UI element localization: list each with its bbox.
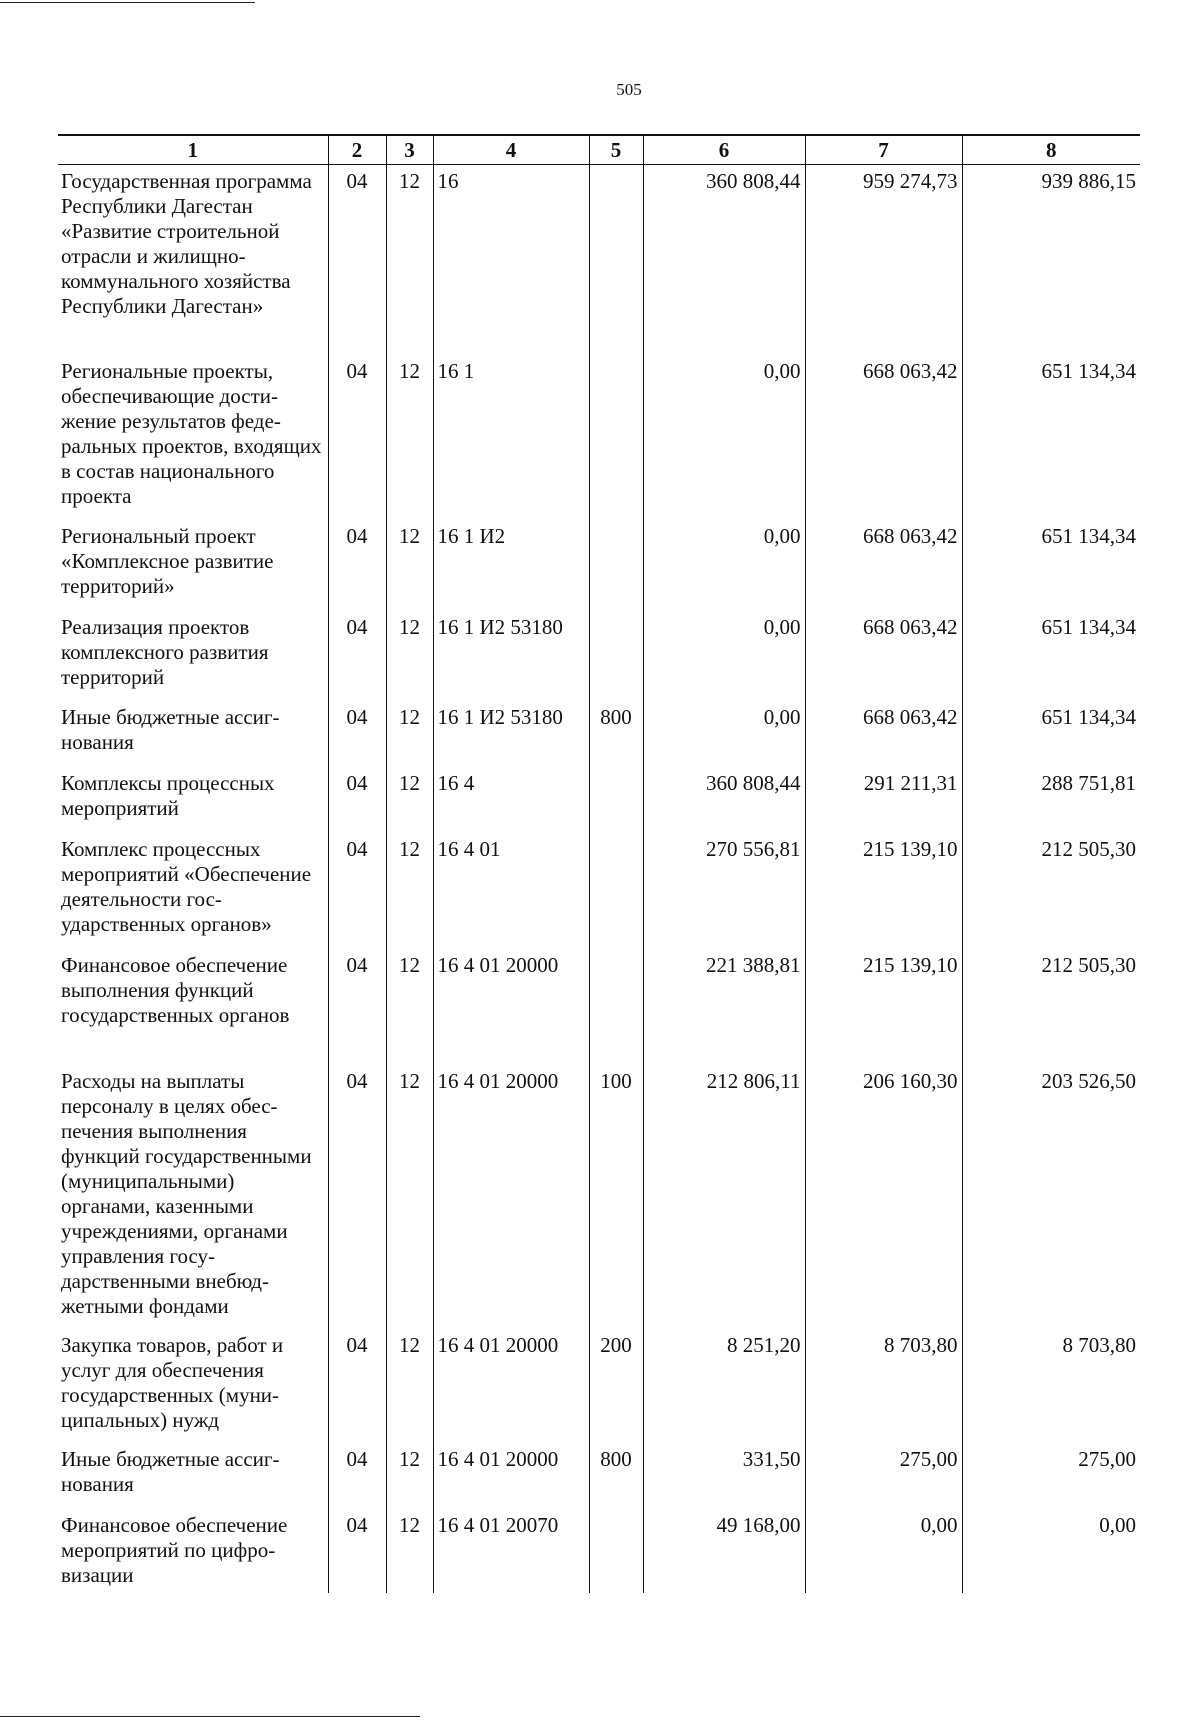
table-row <box>58 1329 1140 1443</box>
row-expense-type <box>589 611 643 701</box>
table-row <box>58 1065 1140 1329</box>
row-target-article: 16 1 <box>433 355 589 520</box>
row-amount-6: 0,00 <box>643 611 805 701</box>
table-row <box>58 833 1140 949</box>
row-subsection: 12 <box>386 767 433 833</box>
column-header-4: 4 <box>433 135 589 165</box>
row-expense-type: 800 <box>589 1443 643 1509</box>
row-name: Закупка товаров, работ и услуг для обеспечения государственных (муниципальных) нужд <box>58 1329 328 1443</box>
row-section: 04 <box>328 355 386 520</box>
table-row <box>58 1509 1140 1593</box>
column-header-2: 2 <box>328 135 386 165</box>
row-subsection: 12 <box>386 701 433 767</box>
row-name: Финансовое обеспечение выполнения функций государственных органов <box>58 949 328 1065</box>
row-amount-7: 275,00 <box>805 1443 962 1509</box>
row-name: Региональные проекты, обеспечивающие достижение результатов федеральных проектов, входящих в состав национального проекта <box>58 355 328 520</box>
row-amount-6: 360 808,44 <box>643 767 805 833</box>
row-amount-6: 221 388,81 <box>643 949 805 1065</box>
row-amount-7: 668 063,42 <box>805 701 962 767</box>
column-header-6: 6 <box>643 135 805 165</box>
row-target-article: 16 1 И2 53180 <box>433 611 589 701</box>
column-header-1: 1 <box>58 135 328 165</box>
row-amount-8: 651 134,34 <box>962 520 1140 611</box>
table-row <box>58 520 1140 611</box>
row-expense-type <box>589 165 643 355</box>
row-subsection: 12 <box>386 520 433 611</box>
row-amount-6: 8 251,20 <box>643 1329 805 1443</box>
row-section: 04 <box>328 1065 386 1329</box>
row-amount-8: 288 751,81 <box>962 767 1140 833</box>
row-target-article: 16 4 01 20000 <box>433 1329 589 1443</box>
row-name: Финансовое обеспечение мероприятий по цифровизации <box>58 1509 328 1593</box>
row-amount-8: 212 505,30 <box>962 949 1140 1065</box>
row-subsection: 12 <box>386 1329 433 1443</box>
row-amount-6: 0,00 <box>643 520 805 611</box>
row-name: Иные бюджетные ассигнования <box>58 701 328 767</box>
row-amount-8: 651 134,34 <box>962 355 1140 520</box>
row-amount-7: 215 139,10 <box>805 949 962 1065</box>
row-section: 04 <box>328 165 386 355</box>
row-expense-type <box>589 1509 643 1593</box>
row-target-article: 16 1 И2 53180 <box>433 701 589 767</box>
row-amount-8: 275,00 <box>962 1443 1140 1509</box>
row-amount-7: 959 274,73 <box>805 165 962 355</box>
row-section: 04 <box>328 1329 386 1443</box>
scan-edge-bottom <box>0 1716 420 1717</box>
row-target-article: 16 4 01 20070 <box>433 1509 589 1593</box>
table-header-row <box>58 135 1140 165</box>
row-expense-type: 100 <box>589 1065 643 1329</box>
row-amount-8: 0,00 <box>962 1509 1140 1593</box>
row-section: 04 <box>328 520 386 611</box>
row-subsection: 12 <box>386 1509 433 1593</box>
row-subsection: 12 <box>386 355 433 520</box>
table-row <box>58 1443 1140 1509</box>
row-amount-8: 212 505,30 <box>962 833 1140 949</box>
row-amount-6: 49 168,00 <box>643 1509 805 1593</box>
row-name: Комплекс процессных мероприятий «Обеспечение деятельности государственных органов» <box>58 833 328 949</box>
budget-table <box>58 134 1140 1593</box>
table-row <box>58 611 1140 701</box>
row-amount-6: 331,50 <box>643 1443 805 1509</box>
table-row <box>58 165 1140 355</box>
row-amount-6: 212 806,11 <box>643 1065 805 1329</box>
row-amount-7: 291 211,31 <box>805 767 962 833</box>
row-amount-6: 0,00 <box>643 355 805 520</box>
row-section: 04 <box>328 767 386 833</box>
row-subsection: 12 <box>386 833 433 949</box>
row-amount-8: 203 526,50 <box>962 1065 1140 1329</box>
column-header-5: 5 <box>589 135 643 165</box>
row-section: 04 <box>328 833 386 949</box>
row-expense-type <box>589 520 643 611</box>
row-amount-7: 668 063,42 <box>805 355 962 520</box>
row-subsection: 12 <box>386 949 433 1065</box>
table-row <box>58 767 1140 833</box>
row-target-article: 16 4 01 20000 <box>433 1443 589 1509</box>
row-name: Расходы на выплаты персоналу в целях обеспечения выполнения функций государственными (муниципальными) органами, казенными учреждениями, органами управления государственными внебюджетными фондами <box>58 1065 328 1329</box>
row-subsection: 12 <box>386 1443 433 1509</box>
row-subsection: 12 <box>386 165 433 355</box>
table-row <box>58 355 1140 520</box>
row-amount-7: 668 063,42 <box>805 611 962 701</box>
row-amount-8: 8 703,80 <box>962 1329 1140 1443</box>
row-amount-8: 651 134,34 <box>962 611 1140 701</box>
row-amount-6: 270 556,81 <box>643 833 805 949</box>
row-amount-7: 0,00 <box>805 1509 962 1593</box>
row-section: 04 <box>328 701 386 767</box>
page-number: 505 <box>616 80 642 99</box>
row-amount-6: 360 808,44 <box>643 165 805 355</box>
column-header-3: 3 <box>386 135 433 165</box>
row-expense-type <box>589 833 643 949</box>
table-row <box>58 949 1140 1065</box>
row-amount-7: 206 160,30 <box>805 1065 962 1329</box>
scan-edge-top <box>0 2 255 3</box>
row-target-article: 16 4 <box>433 767 589 833</box>
row-subsection: 12 <box>386 1065 433 1329</box>
column-header-7: 7 <box>805 135 962 165</box>
table-row <box>58 701 1140 767</box>
row-name: Реализация проектов комплексного развития территорий <box>58 611 328 701</box>
row-amount-8: 939 886,15 <box>962 165 1140 355</box>
row-section: 04 <box>328 949 386 1065</box>
row-subsection: 12 <box>386 611 433 701</box>
row-section: 04 <box>328 1509 386 1593</box>
row-target-article: 16 4 01 <box>433 833 589 949</box>
row-section: 04 <box>328 1443 386 1509</box>
row-target-article: 16 1 И2 <box>433 520 589 611</box>
row-target-article: 16 4 01 20000 <box>433 1065 589 1329</box>
row-expense-type <box>589 949 643 1065</box>
row-expense-type: 200 <box>589 1329 643 1443</box>
row-amount-8: 651 134,34 <box>962 701 1140 767</box>
row-name: Государственная программа Республики Дагестан «Развитие строительной отрасли и жилищно-коммунального хозяйства Республики Дагестан» <box>58 165 328 355</box>
row-expense-type <box>589 767 643 833</box>
row-name: Иные бюджетные ассигнования <box>58 1443 328 1509</box>
row-amount-7: 8 703,80 <box>805 1329 962 1443</box>
row-name: Комплексы процессных мероприятий <box>58 767 328 833</box>
row-amount-7: 668 063,42 <box>805 520 962 611</box>
row-expense-type <box>589 355 643 520</box>
row-target-article: 16 4 01 20000 <box>433 949 589 1065</box>
row-expense-type: 800 <box>589 701 643 767</box>
row-target-article: 16 <box>433 165 589 355</box>
column-header-8: 8 <box>962 135 1140 165</box>
row-amount-7: 215 139,10 <box>805 833 962 949</box>
row-amount-6: 0,00 <box>643 701 805 767</box>
row-section: 04 <box>328 611 386 701</box>
row-name: Региональный проект «Комплексное развитие территорий» <box>58 520 328 611</box>
